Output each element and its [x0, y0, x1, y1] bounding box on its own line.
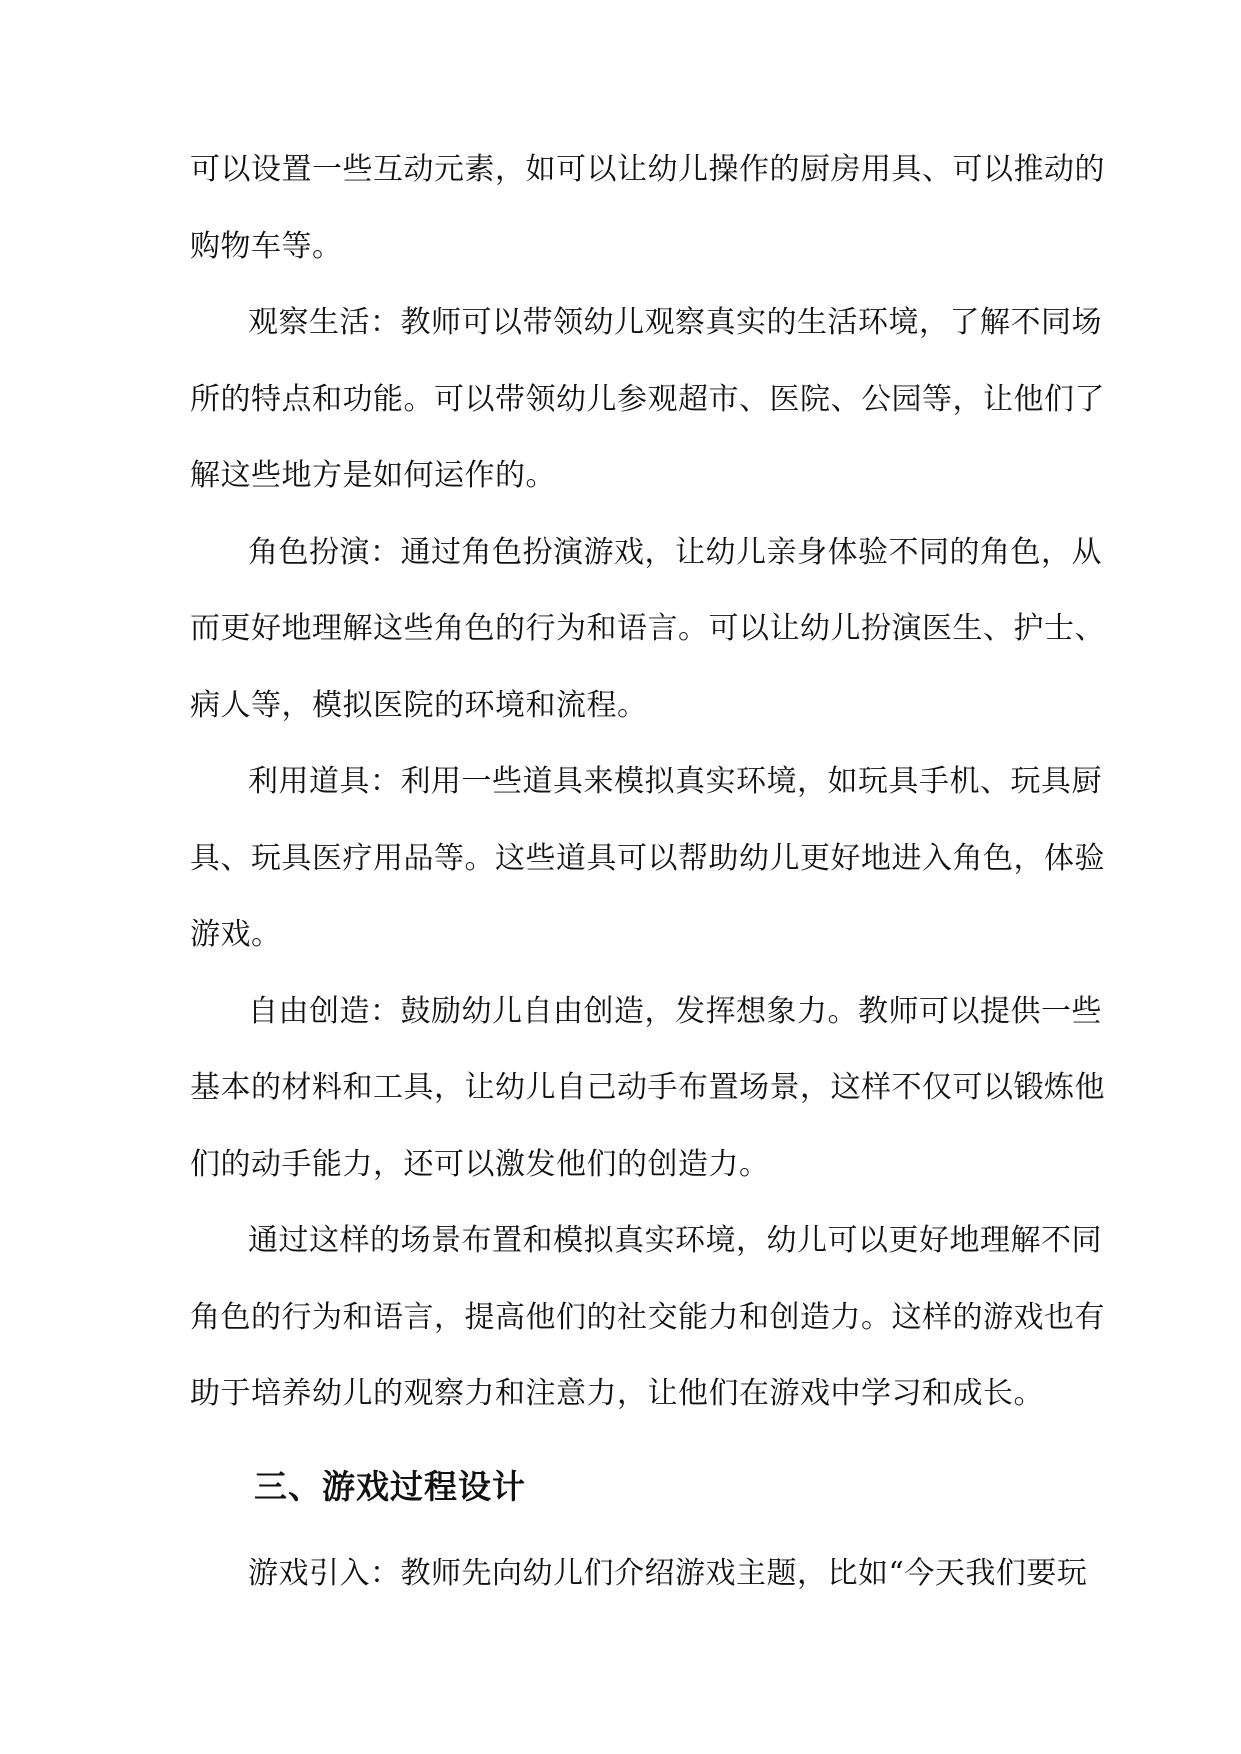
- paragraph-line: 通过这样的场景布置和模拟真实环境，幼儿可以更好地理解不同: [248, 1223, 1102, 1258]
- paragraph-line: 利用道具：利用一些道具来模拟真实环境，如玩具手机、玩具厨: [248, 764, 1102, 799]
- paragraph-line: 自由创造：鼓励幼儿自由创造，发挥想象力。教师可以提供一些: [248, 994, 1102, 1029]
- paragraph-line: 角色的行为和语言，提高他们的社交能力和创造力。这样的游戏也有: [190, 1300, 1105, 1335]
- paragraph-line: 们的动手能力，还可以激发他们的创造力。: [190, 1147, 770, 1182]
- paragraph-line: 游戏引入：教师先向幼儿们介绍游戏主题，比如“今天我们要玩: [248, 1556, 1088, 1591]
- paragraph-line: 助于培养幼儿的观察力和注意力，让他们在游戏中学习和成长。: [190, 1376, 1044, 1411]
- paragraph-line: 可以设置一些互动元素，如可以让幼儿操作的厨房用具、可以推动的: [190, 152, 1105, 187]
- section-heading: 三、游戏过程设计: [254, 1467, 526, 1506]
- paragraph-line: 基本的材料和工具，让幼儿自己动手布置场景，这样不仅可以锻炼他: [190, 1070, 1105, 1105]
- paragraph-line: 而更好地理解这些角色的行为和语言。可以让幼儿扮演医生、护士、: [190, 611, 1105, 646]
- paragraph-line: 具、玩具医疗用品等。这些道具可以帮助幼儿更好地进入角色，体验: [190, 841, 1105, 876]
- paragraph-line: 游戏。: [190, 917, 282, 952]
- paragraph-line: 所的特点和功能。可以带领幼儿参观超市、医院、公园等，让他们了: [190, 382, 1105, 417]
- paragraph-line: 角色扮演：通过角色扮演游戏，让幼儿亲身体验不同的角色，从: [248, 535, 1102, 570]
- paragraph-line: 购物车等。: [190, 229, 343, 264]
- paragraph-line: 病人等，模拟医院的环境和流程。: [190, 688, 648, 723]
- paragraph-line: 观察生活：教师可以带领幼儿观察真实的生活环境，了解不同场: [248, 305, 1102, 340]
- paragraph-line: 解这些地方是如何运作的。: [190, 458, 556, 493]
